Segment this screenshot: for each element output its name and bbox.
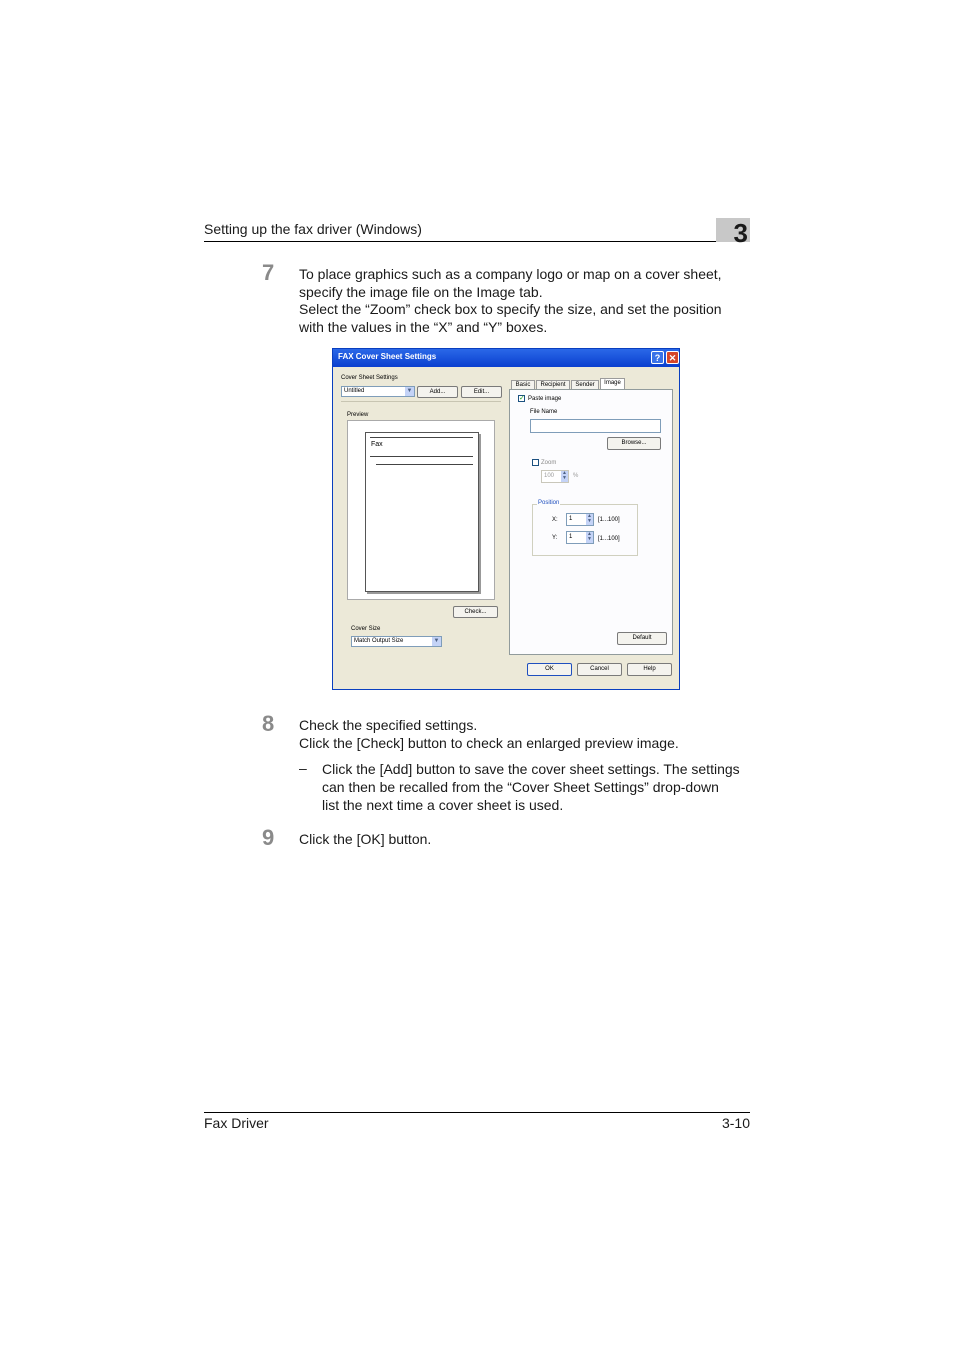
edit-button[interactable]: Edit... [461,386,502,398]
bullet-dash: – [299,760,307,776]
cancel-button[interactable]: Cancel [577,663,622,676]
tab-basic[interactable]: Basic [511,380,535,389]
separator [341,401,501,402]
zoom-stepper[interactable] [541,470,569,483]
spin-arrows-icon[interactable]: ▲ ▼ [562,470,567,481]
zoom-value: 100 [544,473,555,479]
x-value: 1 [569,516,573,522]
chapter-number: 3 [716,218,750,242]
preview-fax-text: Fax [371,441,383,448]
dialog-title-bar [333,349,679,367]
x-label: X: [552,517,558,523]
y-label: Y: [552,535,558,541]
zoom-checkbox[interactable] [532,459,539,466]
cover-sheet-settings-label: Cover Sheet Settings [341,375,398,381]
spin-arrows-icon[interactable]: ▲ ▼ [587,531,592,542]
file-name-input[interactable] [530,419,661,433]
y-stepper[interactable] [566,531,594,544]
tab-recipient[interactable]: Recipient [536,380,570,389]
step-8-text [299,717,679,752]
help-button[interactable]: Help [627,663,672,676]
step-number-7: 7 [262,260,275,285]
page-number: 3-10 [721,1115,750,1131]
y-value: 1 [569,534,573,540]
x-range: [1...100] [598,517,620,523]
chevron-down-icon[interactable]: ▼ [433,638,440,644]
file-name-label: File Name [530,409,558,415]
fax-cover-sheet-dialog [332,348,680,690]
position-group [532,504,638,556]
footer-rule [204,1112,750,1113]
step-8-line: Check the specified settings. [299,717,478,733]
step-8-bullet [322,760,740,814]
cover-size-value: Match Output Size [354,638,404,644]
tab-sender[interactable]: Sender [571,380,599,389]
ok-button[interactable]: OK [527,663,572,676]
zoom-unit: % [573,473,579,479]
x-stepper[interactable] [566,513,594,526]
check-button[interactable]: Check... [453,606,498,618]
paste-image-checkbox[interactable]: ✓ [519,395,525,402]
chevron-down-icon[interactable]: ▼ [406,388,413,394]
step-number-9: 9 [262,825,275,850]
cover-size-select[interactable] [351,636,442,647]
position-label: Position [538,500,560,506]
cover-sheet-value: Untitled [344,388,365,394]
add-button[interactable]: Add... [417,386,458,398]
bullet-line: list the next time a cover sheet is used. [322,797,564,813]
spin-arrows-icon[interactable]: ▲ ▼ [587,513,592,524]
step-7-text [299,266,722,336]
close-icon[interactable]: ✕ [666,351,679,364]
y-range: [1...100] [598,536,620,542]
cover-size-label: Cover Size [351,626,381,632]
header-title: Setting up the fax driver (Windows) [204,221,422,237]
preview-pane [347,420,495,600]
bullet-line: can then be recalled from the “Cover Sheet Settings” drop-down [322,779,719,795]
step-9-text: Click the [OK] button. [299,831,432,847]
bullet-line: Click the [Add] button to save the cover sheet settings. The settings [322,761,740,777]
tab-image[interactable]: Image [600,378,625,390]
step-7-line: To place graphics such as a company logo or map on a cover sheet, [299,266,722,282]
footer-title: Fax Driver [204,1115,269,1131]
browse-button[interactable]: Browse... [607,437,661,450]
cover-sheet-select[interactable] [341,386,415,397]
paste-image-label: Paste image [528,396,562,402]
preview-page [365,432,479,592]
preview-rule [376,464,473,465]
image-tab-page [509,389,673,655]
step-8-line: Click the [Check] button to check an enlarged preview image. [299,734,679,751]
step-number-8: 8 [262,711,275,736]
preview-label: Preview [347,412,369,418]
header-rule [204,241,750,242]
preview-rule [370,437,473,438]
preview-rule [370,456,473,457]
help-icon[interactable]: ? [651,351,664,364]
dialog-title: FAX Cover Sheet Settings [338,352,437,361]
zoom-label: Zoom [541,460,557,466]
step-7-line: with the values in the “X” and “Y” boxes. [299,318,548,335]
step-7-line: specify the image file on the Image tab. [299,283,543,300]
default-button[interactable]: Default [617,632,667,645]
step-7-line: Select the “Zoom” check box to specify the size, and set the position [299,301,722,317]
